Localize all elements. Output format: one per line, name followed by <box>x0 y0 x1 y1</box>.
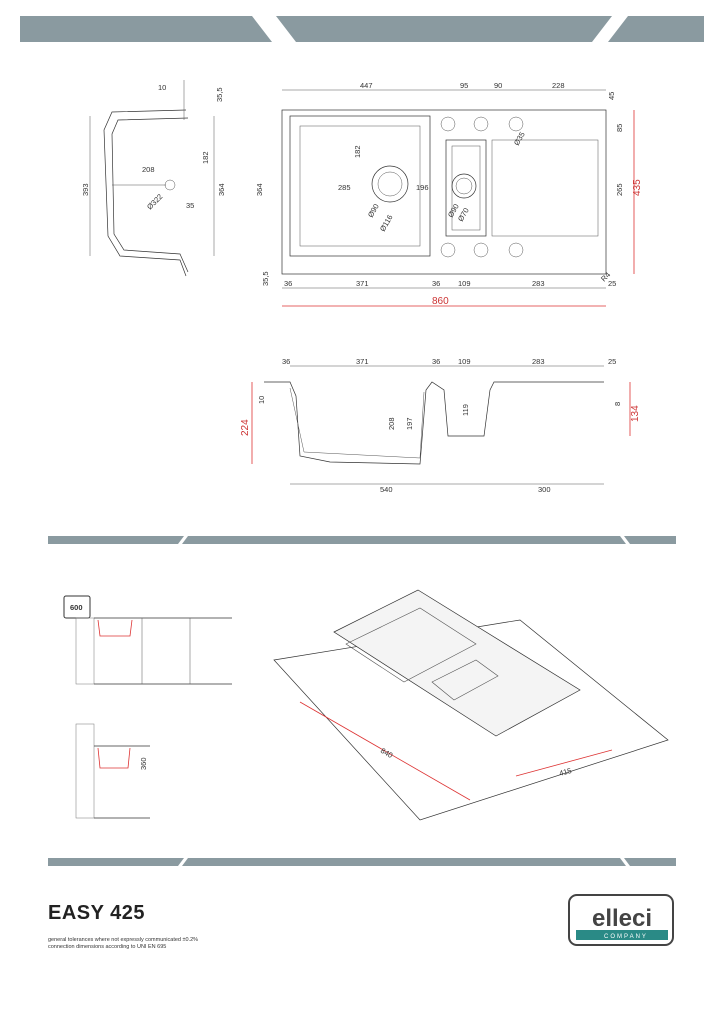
side-dim-10: 10 <box>158 83 167 92</box>
sec-dim-371: 371 <box>356 357 369 366</box>
top-dim-36a: 36 <box>284 279 293 288</box>
isometric-view <box>274 590 668 820</box>
product-title: EASY 425 <box>48 902 146 924</box>
sec-dim-109: 109 <box>458 357 471 366</box>
cutout-415: 415 <box>558 765 573 778</box>
top-dim-dia-116: Ø116 <box>377 213 395 233</box>
logo-sub-text: COMPANY <box>604 934 648 940</box>
side-dim-364: 364 <box>217 183 226 196</box>
top-dim-45: 45 <box>607 91 616 100</box>
top-dim-447: 447 <box>360 81 373 90</box>
top-dim-35-5: 35,5 <box>261 271 270 286</box>
top-dim-196: 196 <box>416 183 429 192</box>
cabinet-view <box>64 596 232 684</box>
side-dim-35-5: 35,5 <box>215 87 224 102</box>
sec-dim-300: 300 <box>538 485 551 494</box>
sec-dim-119: 119 <box>461 404 470 416</box>
note-tolerances: general tolerances where not expressly communicated ±0.2% <box>48 937 199 943</box>
top-dim-85: 85 <box>615 123 624 132</box>
side-view <box>81 80 226 276</box>
top-dim-364: 364 <box>255 183 264 196</box>
sec-dim-540: 540 <box>380 485 393 494</box>
top-dim-182: 182 <box>353 145 362 158</box>
note-connections: connection dimensions according to UNI EN 695 <box>48 944 167 950</box>
side-dim-182: 182 <box>201 151 210 164</box>
top-dim-dia-90b: Ø90 <box>445 202 461 219</box>
top-dim-dia-70: Ø70 <box>455 206 471 223</box>
top-dim-109: 109 <box>458 279 471 288</box>
section-view <box>240 357 641 494</box>
sec-dim-36a: 36 <box>282 357 291 366</box>
sec-dim-283: 283 <box>532 357 545 366</box>
top-dim-dia-90a: Ø90 <box>365 202 381 219</box>
side-dim-208: 208 <box>142 165 155 174</box>
top-dim-95: 95 <box>460 81 469 90</box>
sec-dim-25: 25 <box>608 357 617 366</box>
drain-height-label: 360 <box>139 757 148 770</box>
sec-dim-208: 208 <box>387 417 396 430</box>
lower-band <box>0 858 724 866</box>
cutout-840: 840 <box>379 745 395 760</box>
sec-dim-10: 10 <box>257 395 266 404</box>
top-dim-36b: 36 <box>432 279 441 288</box>
sec-dim-134: 134 <box>630 405 641 422</box>
header-band <box>0 16 724 42</box>
top-dim-dia-35: Ø35 <box>511 130 527 147</box>
drain-view <box>76 724 150 818</box>
top-dim-860: 860 <box>432 296 449 307</box>
top-dim-25: 25 <box>608 279 617 288</box>
top-dim-371: 371 <box>356 279 369 288</box>
side-dim-393: 393 <box>81 183 90 196</box>
top-dim-90: 90 <box>494 81 503 90</box>
top-dim-285: 285 <box>338 183 351 192</box>
top-dim-435: 435 <box>632 179 643 196</box>
side-dim-35: 35 <box>186 201 195 210</box>
installation-drawing <box>0 580 724 830</box>
technical-drawing <box>0 60 724 520</box>
cabinet-label: 600 <box>70 603 83 612</box>
elleci-logo <box>568 894 676 948</box>
top-dim-228: 228 <box>552 81 565 90</box>
side-dim-dia-322: Ø322 <box>145 192 165 212</box>
sec-dim-197: 197 <box>405 417 414 430</box>
top-view <box>255 81 643 307</box>
sec-dim-8: 8 <box>613 401 622 406</box>
middle-band <box>0 536 724 544</box>
sec-dim-36b: 36 <box>432 357 441 366</box>
logo-text: elleci <box>591 905 653 932</box>
top-dim-r4: R4 <box>599 270 613 284</box>
sec-dim-224: 224 <box>240 419 251 436</box>
top-dim-265: 265 <box>615 183 624 196</box>
top-dim-283: 283 <box>532 279 545 288</box>
